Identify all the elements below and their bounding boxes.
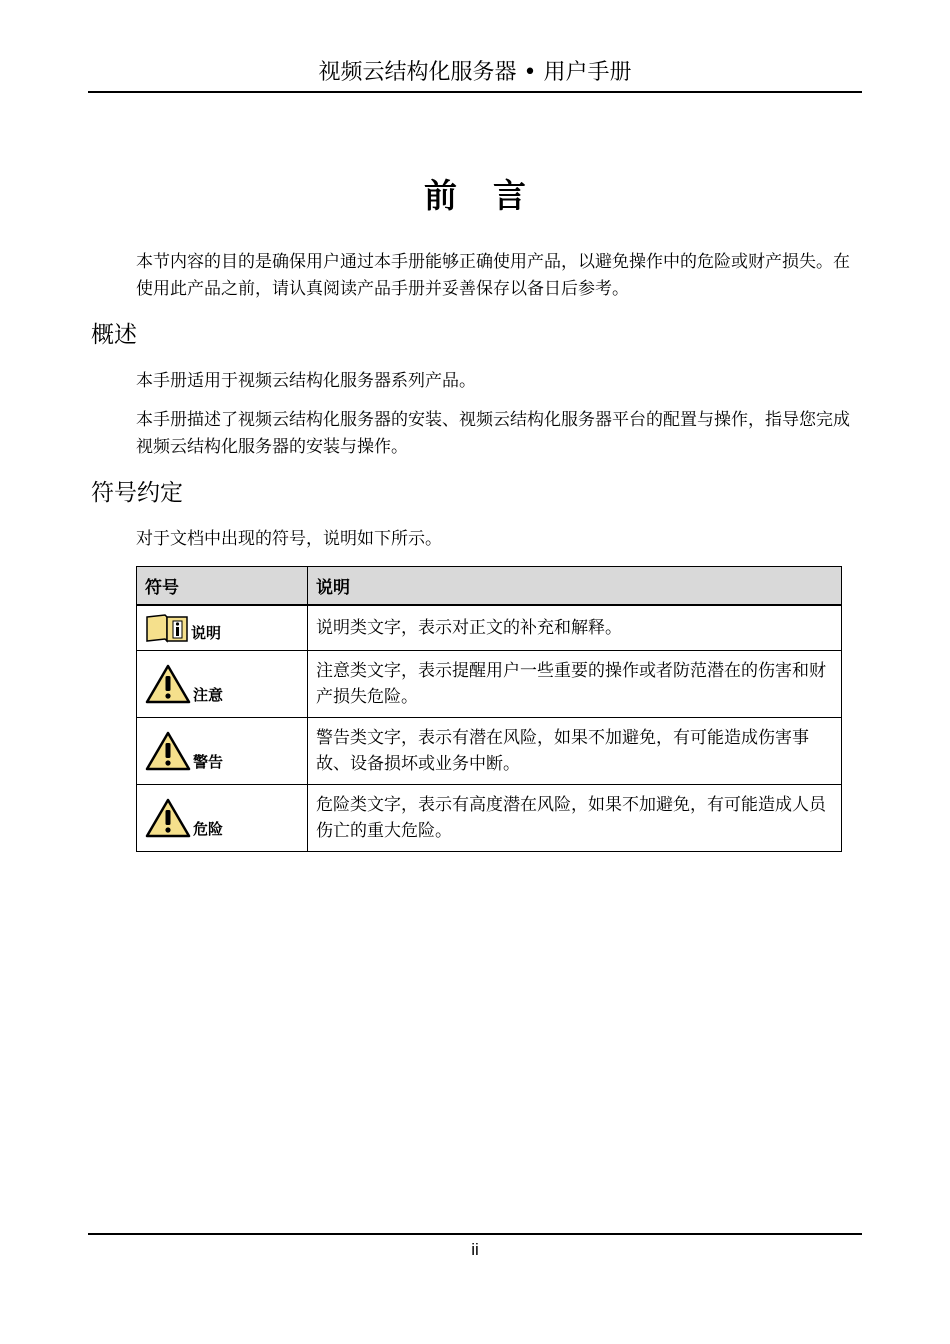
conventions-intro: 对于文档中出现的符号，说明如下所示。 <box>136 529 442 549</box>
note-book-icon <box>145 613 189 643</box>
intro-paragraph: 本节内容的目的是确保用户通过本手册能够正确使用产品，以避免操作中的危险或财产损失。在使用此产品之前，请认真阅读产品手册并妥善保存以备日后参考。 <box>136 252 850 299</box>
symbol-label: 警告 <box>193 752 224 771</box>
table-header-symbol: 符号 <box>137 567 308 606</box>
symbol-cell <box>137 717 308 784</box>
warning-triangle-icon <box>145 730 191 772</box>
warning-triangle-icon <box>145 797 191 839</box>
overview-heading: 概述 <box>91 322 137 348</box>
overview-paragraph-2: 本手册描述了视频云结构化服务器的安装、视频云结构化服务器平台的配置与操作，指导您完成视频云结构化服务器的安装与操作。 <box>136 410 850 457</box>
description-cell: 注意类文字，表示提醒用户一些重要的操作或者防范潜在的伤害和财产损失危险。 <box>308 650 842 717</box>
symbol-label: 注意 <box>193 685 224 704</box>
symbol-label: 危险 <box>193 819 224 838</box>
description-cell: 说明类文字，表示对正文的补充和解释。 <box>308 605 842 650</box>
description-cell: 危险类文字，表示有高度潜在风险，如果不加避免，有可能造成人员伤亡的重大危险。 <box>308 784 842 851</box>
conventions-heading: 符号约定 <box>91 480 183 506</box>
overview-paragraph-1: 本手册适用于视频云结构化服务器系列产品。 <box>136 371 476 391</box>
warning-triangle-icon <box>145 663 191 705</box>
table-row <box>137 717 842 784</box>
table-row <box>137 605 842 650</box>
header-rule <box>88 91 862 93</box>
symbol-cell <box>137 784 308 851</box>
description-cell: 警告类文字，表示有潜在风险，如果不加避免，有可能造成伤害事故、设备损坏或业务中断。 <box>308 717 842 784</box>
table-header-description: 说明 <box>308 567 842 606</box>
symbol-cell <box>137 605 308 650</box>
table-header-row <box>137 567 842 606</box>
footer-rule <box>88 1233 862 1235</box>
symbol-label: 说明 <box>191 623 222 642</box>
table-row <box>137 784 842 851</box>
table-row <box>137 650 842 717</box>
page-title: 前言 <box>424 176 562 215</box>
page-number: ii <box>471 1240 479 1259</box>
symbol-cell <box>137 650 308 717</box>
running-header: 视频云结构化服务器 • 用户手册 <box>318 60 632 85</box>
symbol-conventions-table <box>136 566 842 852</box>
